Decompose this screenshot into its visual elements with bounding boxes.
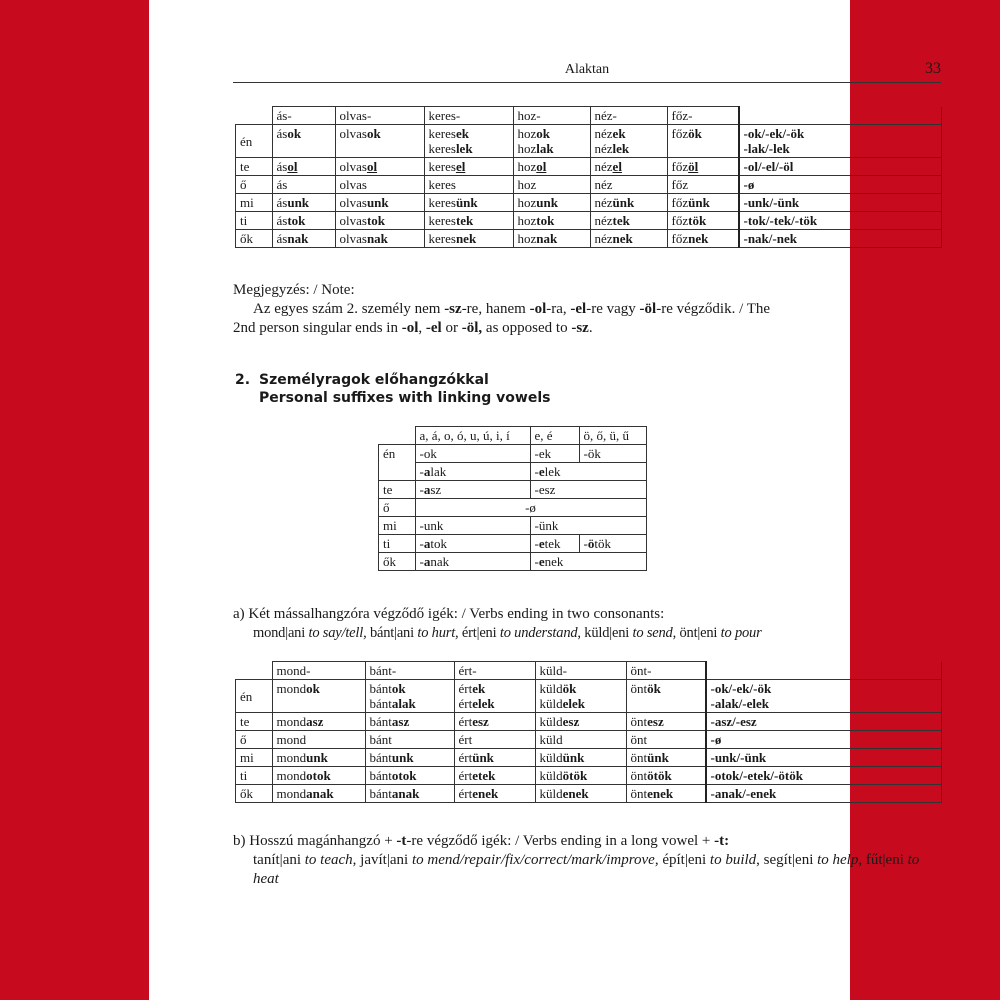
verb-entry: javít|ani to mend/repair/fix/correct/mark/improve bbox=[360, 852, 655, 868]
table-cell: -ök bbox=[579, 445, 646, 463]
table-cell: önt bbox=[626, 731, 706, 749]
table-cell: hozok hozlak bbox=[513, 125, 590, 158]
section-number: 2. bbox=[235, 372, 251, 388]
conjugation-table-1 bbox=[235, 106, 942, 248]
table-cell: küldök küldelek bbox=[535, 680, 626, 713]
table-cell: -alak bbox=[415, 463, 530, 481]
table-cell: nézek nézlek bbox=[590, 125, 667, 158]
pronoun-cell: te bbox=[236, 158, 273, 176]
table-row bbox=[236, 212, 942, 230]
table-cell: bántanak bbox=[365, 785, 454, 803]
table-cell: értek értelek bbox=[454, 680, 535, 713]
running-title: Alaktan bbox=[564, 62, 610, 77]
pronoun-cell: ti bbox=[236, 767, 273, 785]
table-cell: -ø bbox=[415, 499, 646, 517]
table-cell: főz bbox=[667, 176, 739, 194]
table-cell: mondanak bbox=[272, 785, 365, 803]
table-row bbox=[236, 125, 942, 158]
header-cell: főz- bbox=[667, 107, 739, 125]
suffix-cell: -tok/-tek/-tök bbox=[739, 212, 942, 230]
table-cell: néznek bbox=[590, 230, 667, 248]
table-cell: -ünk bbox=[530, 517, 646, 535]
table-cell: bántunk bbox=[365, 749, 454, 767]
table-cell: -esz bbox=[530, 481, 646, 499]
table-cell: -ek bbox=[530, 445, 579, 463]
table-row bbox=[236, 785, 942, 803]
table-cell: olvasok bbox=[335, 125, 424, 158]
table-cell: keres bbox=[424, 176, 513, 194]
table-cell: -ok bbox=[415, 445, 530, 463]
verb-entry: önt|eni to pour bbox=[679, 625, 762, 641]
table-cell: -enek bbox=[530, 553, 646, 571]
verb-entry: küld|eni to send bbox=[584, 625, 673, 641]
table-cell: mond bbox=[272, 731, 365, 749]
table-cell: kerestek bbox=[424, 212, 513, 230]
table-cell: ért bbox=[454, 731, 535, 749]
pronoun-cell: ők bbox=[379, 553, 416, 571]
table-cell: keresünk bbox=[424, 194, 513, 212]
table-row bbox=[236, 230, 942, 248]
header-cell: küld- bbox=[535, 662, 626, 680]
table-cell: mondasz bbox=[272, 713, 365, 731]
pronoun-cell: ők bbox=[236, 230, 273, 248]
table-cell: -etek bbox=[530, 535, 579, 553]
header-cell: ö, ő, ü, ű bbox=[579, 427, 646, 445]
header-cell: mond- bbox=[272, 662, 365, 680]
pronoun-cell: ti bbox=[236, 212, 273, 230]
table-cell: bántasz bbox=[365, 713, 454, 731]
table-cell: értetek bbox=[454, 767, 535, 785]
verb-entry: tanít|ani to teach bbox=[253, 852, 353, 868]
table-cell: mondotok bbox=[272, 767, 365, 785]
table-row bbox=[236, 731, 942, 749]
suffix-cell: -anak/-enek bbox=[706, 785, 942, 803]
pronoun-cell: mi bbox=[236, 749, 273, 767]
table-cell: küldötök bbox=[535, 767, 626, 785]
table-cell: bántotok bbox=[365, 767, 454, 785]
table-cell: néztek bbox=[590, 212, 667, 230]
table-row bbox=[236, 767, 942, 785]
table-row bbox=[236, 176, 942, 194]
note-label: Megjegyzés: / Note: bbox=[233, 282, 355, 298]
table-cell: értesz bbox=[454, 713, 535, 731]
suffix-cell: -ø bbox=[739, 176, 942, 194]
pronoun-cell: mi bbox=[379, 517, 416, 535]
pronoun-cell: ti bbox=[379, 535, 416, 553]
table-cell: olvas bbox=[335, 176, 424, 194]
table-cell: -atok bbox=[415, 535, 530, 553]
table-cell: ás bbox=[272, 176, 335, 194]
pronoun-cell: én bbox=[379, 445, 416, 481]
table-cell: öntötök bbox=[626, 767, 706, 785]
table-cell: nézel bbox=[590, 158, 667, 176]
section-heading bbox=[235, 371, 550, 407]
paragraph-b-heading: b) Hosszú magánhangzó + -t-re végződő igék: / Verbs ending in a long vowel + -t: bbox=[233, 833, 730, 849]
suffix-cell: -unk/-ünk bbox=[739, 194, 942, 212]
table-cell: néz bbox=[590, 176, 667, 194]
linking-vowel-table bbox=[378, 426, 647, 571]
pronoun-cell: te bbox=[379, 481, 416, 499]
verb-entry: ért|eni to understand bbox=[461, 625, 578, 641]
header-cell: olvas- bbox=[335, 107, 424, 125]
table-row bbox=[236, 158, 942, 176]
suffix-cell: -unk/-ünk bbox=[706, 749, 942, 767]
suffix-cell: -ol/-el/-öl bbox=[739, 158, 942, 176]
paragraph-a-heading: a) Két mássalhangzóra végződő igék: / Verbs ending in two consonants: bbox=[233, 606, 665, 622]
table-cell: -elek bbox=[530, 463, 646, 481]
verb-entry: segít|eni to help bbox=[763, 852, 859, 868]
table-cell: főzök bbox=[667, 125, 739, 158]
table-cell: főztök bbox=[667, 212, 739, 230]
table-cell: bánt bbox=[365, 731, 454, 749]
header-cell: néz- bbox=[590, 107, 667, 125]
pronoun-cell: mi bbox=[236, 194, 273, 212]
header-cell: e, é bbox=[530, 427, 579, 445]
conjugation-table-2 bbox=[235, 661, 942, 803]
suffix-cell: -ok/-ek/-ök -alak/-elek bbox=[706, 680, 942, 713]
table-row bbox=[236, 713, 942, 731]
table-cell: küldünk bbox=[535, 749, 626, 767]
table-cell: ásol bbox=[272, 158, 335, 176]
table-cell: -unk bbox=[415, 517, 530, 535]
table-cell: főzöl bbox=[667, 158, 739, 176]
table-cell: olvasunk bbox=[335, 194, 424, 212]
table-cell: olvasnak bbox=[335, 230, 424, 248]
table-cell: hoznak bbox=[513, 230, 590, 248]
table-cell: mondunk bbox=[272, 749, 365, 767]
suffix-cell: -asz/-esz bbox=[706, 713, 942, 731]
table-cell: öntenek bbox=[626, 785, 706, 803]
table-cell: mondok bbox=[272, 680, 365, 713]
table-cell: ásnak bbox=[272, 230, 335, 248]
header-cell: hoz- bbox=[513, 107, 590, 125]
pronoun-cell: te bbox=[236, 713, 273, 731]
table-row bbox=[236, 680, 942, 713]
pronoun-cell: ő bbox=[236, 176, 273, 194]
verb-entry: épít|eni to build bbox=[662, 852, 757, 868]
table-cell: nézünk bbox=[590, 194, 667, 212]
paragraph-b-verbs: tanít|ani to teach, javít|ani to mend/repair/fix/correct/mark/improve, épít|eni to build, segít|eni to help, fűt|eni to heat bbox=[253, 852, 920, 887]
verb-entry: bánt|ani to hurt bbox=[369, 625, 456, 641]
paragraph-a-verbs: mond|ani to say/tell, bánt|ani to hurt, ért|eni to understand, küld|eni to send, önt|eni to pour bbox=[253, 625, 762, 641]
table-cell: értünk bbox=[454, 749, 535, 767]
table-cell: hozol bbox=[513, 158, 590, 176]
verb-entry: mond|ani to say/tell bbox=[253, 625, 364, 641]
note-line-2: 2nd person singular ends in -ol, -el or -öl, as opposed to -sz. bbox=[233, 320, 593, 336]
note-line-1: Az egyes szám 2. személy nem -sz-re, hanem -ol-ra, -el-re vagy -öl-re végződik. / The bbox=[253, 301, 771, 317]
table-cell: -anak bbox=[415, 553, 530, 571]
header-cell: ás- bbox=[272, 107, 335, 125]
table-cell: keresek kereslek bbox=[424, 125, 513, 158]
header-cell: a, á, o, ó, u, ú, i, í bbox=[415, 427, 530, 445]
pronoun-cell: ő bbox=[379, 499, 416, 517]
table-cell: öntök bbox=[626, 680, 706, 713]
table-cell: főznek bbox=[667, 230, 739, 248]
table-cell: küldesz bbox=[535, 713, 626, 731]
verb-entry: fűt|eni to heat bbox=[253, 852, 920, 887]
table-cell: hoz bbox=[513, 176, 590, 194]
table-cell: főzünk bbox=[667, 194, 739, 212]
header-cell: bánt- bbox=[365, 662, 454, 680]
table-cell: keresnek bbox=[424, 230, 513, 248]
section-title-hu: Személyragok előhangzókkal bbox=[259, 372, 489, 388]
table-cell: ások bbox=[272, 125, 335, 158]
paragraph-a bbox=[233, 605, 945, 643]
table-cell: bántok bántalak bbox=[365, 680, 454, 713]
header-cell: keres- bbox=[424, 107, 513, 125]
pronoun-cell: ők bbox=[236, 785, 273, 803]
pronoun-cell: ő bbox=[236, 731, 273, 749]
pronoun-cell: én bbox=[236, 125, 273, 158]
paragraph-b bbox=[233, 832, 945, 889]
table-cell: -asz bbox=[415, 481, 530, 499]
running-header bbox=[233, 58, 941, 83]
pronoun-cell: én bbox=[236, 680, 273, 713]
table-cell: -ötök bbox=[579, 535, 646, 553]
table-cell: olvasol bbox=[335, 158, 424, 176]
note-block bbox=[233, 281, 945, 338]
table-cell: öntesz bbox=[626, 713, 706, 731]
section-title-en: Personal suffixes with linking vowels bbox=[259, 390, 551, 406]
table-cell: hozunk bbox=[513, 194, 590, 212]
table-row bbox=[236, 749, 942, 767]
table-cell: keresel bbox=[424, 158, 513, 176]
page-number: 33 bbox=[925, 60, 941, 77]
table-cell: ásunk bbox=[272, 194, 335, 212]
suffix-cell: -ø bbox=[706, 731, 942, 749]
table-cell: ástok bbox=[272, 212, 335, 230]
table-cell: értenek bbox=[454, 785, 535, 803]
book-page bbox=[149, 0, 941, 1000]
header-cell: önt- bbox=[626, 662, 706, 680]
table-cell: hoztok bbox=[513, 212, 590, 230]
suffix-cell: -otok/-etek/-ötök bbox=[706, 767, 942, 785]
table-cell: olvastok bbox=[335, 212, 424, 230]
suffix-cell: -nak/-nek bbox=[739, 230, 942, 248]
suffix-cell: -ok/-ek/-ök -lak/-lek bbox=[739, 125, 942, 158]
header-cell: ért- bbox=[454, 662, 535, 680]
table-row bbox=[236, 194, 942, 212]
table-cell: öntünk bbox=[626, 749, 706, 767]
table-cell: küldenek bbox=[535, 785, 626, 803]
table-cell: küld bbox=[535, 731, 626, 749]
